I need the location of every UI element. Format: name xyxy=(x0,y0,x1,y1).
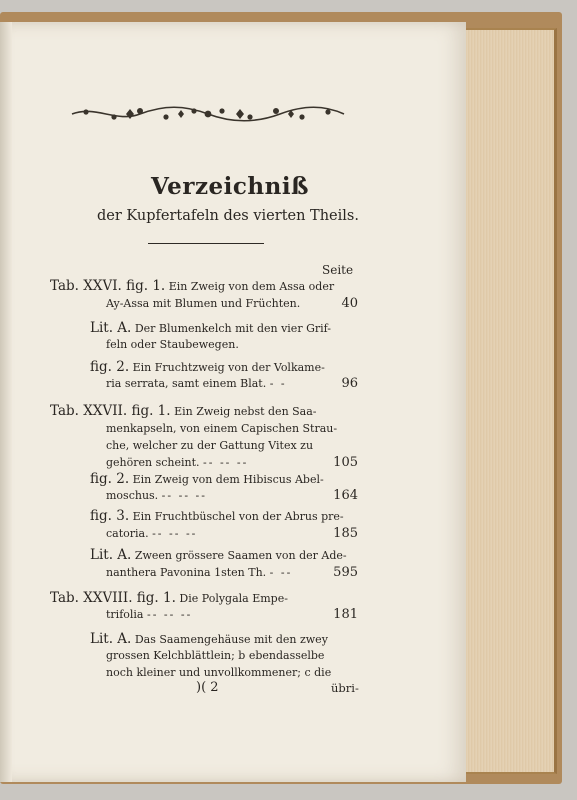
entry-text: menkapseln, von einem Capischen Strau- xyxy=(106,422,338,435)
index-line xyxy=(90,508,358,525)
entry-text: grossen Kelchblättlein; b ebendasselbe xyxy=(106,649,325,662)
page-number: 164 xyxy=(333,488,358,503)
entry-text: moschus. xyxy=(106,489,159,502)
plate-label: fig. 3. xyxy=(90,508,130,524)
plate-label: Tab. XXVI. fig. 1. xyxy=(50,278,166,294)
index-line xyxy=(90,547,358,564)
index-line xyxy=(106,421,358,437)
index-line xyxy=(50,278,358,295)
index-line xyxy=(106,526,358,542)
ornament-vine-icon xyxy=(66,103,350,125)
index-line xyxy=(106,648,358,664)
index-line xyxy=(106,565,358,581)
index-line xyxy=(106,337,358,353)
leader-dashes: - -- xyxy=(269,566,293,579)
page-number: 181 xyxy=(333,607,358,622)
index-line xyxy=(106,376,358,392)
entry-text: Ay-Assa mit Blumen und Früchten. xyxy=(106,297,301,310)
plate-label: Lit. A. xyxy=(90,631,132,647)
page-edges xyxy=(456,28,557,774)
page-number: 185 xyxy=(333,526,358,541)
entry-text: Ein Zweig nebst den Saa- xyxy=(174,405,317,418)
plate-label: Tab. XXVII. fig. 1. xyxy=(50,403,171,419)
plate-label: fig. 2. xyxy=(90,471,130,487)
page-number: 96 xyxy=(341,376,358,391)
plate-label: Lit. A. xyxy=(90,320,132,336)
leader-dashes: -- -- -- xyxy=(147,608,193,621)
page-column-label: Seite xyxy=(322,263,354,277)
entry-text: Ein Zweig von dem Assa oder xyxy=(168,280,335,293)
entry-text: Ein Zweig von dem Hibiscus Abel- xyxy=(132,473,324,486)
page-number: 105 xyxy=(333,455,358,470)
page-gutter xyxy=(0,22,12,782)
leader-dashes: - - xyxy=(269,377,287,390)
leader-dashes: -- -- -- xyxy=(203,456,249,469)
index-line xyxy=(50,403,358,420)
index-line xyxy=(90,631,358,648)
page-number: 595 xyxy=(333,565,358,580)
index-line xyxy=(106,296,358,312)
index-line xyxy=(90,320,358,337)
plate-label: fig. 2. xyxy=(90,359,130,375)
entry-text: Ein Fruchtzweig von der Volkame- xyxy=(132,361,325,374)
entry-text: noch kleiner und unvollkommener; c die xyxy=(106,666,332,679)
leader-dashes: -- -- -- xyxy=(161,489,207,502)
page-subtitle: der Kupfertafeln des vierten Theils. xyxy=(97,208,359,224)
index-line xyxy=(50,590,358,607)
entry-text: Die Polygala Empe- xyxy=(179,592,288,605)
index-line xyxy=(106,607,358,623)
leader-dashes: -- -- -- xyxy=(152,527,198,540)
entry-text: che, welcher zu der Gattung Vitex zu xyxy=(106,439,314,452)
page-title: Verzeichniß xyxy=(150,173,310,200)
index-line xyxy=(106,488,358,504)
entry-text: catoria. xyxy=(106,527,149,540)
entry-text: Der Blumenkelch mit den vier Grif- xyxy=(134,322,332,335)
index-line xyxy=(106,438,358,454)
entry-text: trifolia xyxy=(106,608,144,621)
plate-label: Tab. XXVIII. fig. 1. xyxy=(50,590,176,606)
index-line xyxy=(90,359,358,376)
entry-text: ria serrata, samt einem Blat. xyxy=(106,377,267,390)
entry-text: gehören scheint. xyxy=(106,456,200,469)
signature-mark: )( 2 xyxy=(196,680,219,695)
entry-text: feln oder Staubewegen. xyxy=(106,338,239,351)
catchword: übri- xyxy=(331,681,359,695)
entry-text: Zween grössere Saamen von der Ade- xyxy=(134,549,347,562)
entry-text: Das Saamengehäuse mit den zwey xyxy=(134,633,328,646)
index-line xyxy=(106,455,358,471)
entry-text: Ein Fruchtbüschel von der Abrus pre- xyxy=(132,510,344,523)
page-number: 40 xyxy=(341,296,358,311)
index-line xyxy=(106,665,358,681)
entry-text: nanthera Pavonina 1sten Th. xyxy=(106,566,267,579)
plate-label: Lit. A. xyxy=(90,547,132,563)
index-line xyxy=(90,471,358,488)
title-rule xyxy=(148,243,264,244)
